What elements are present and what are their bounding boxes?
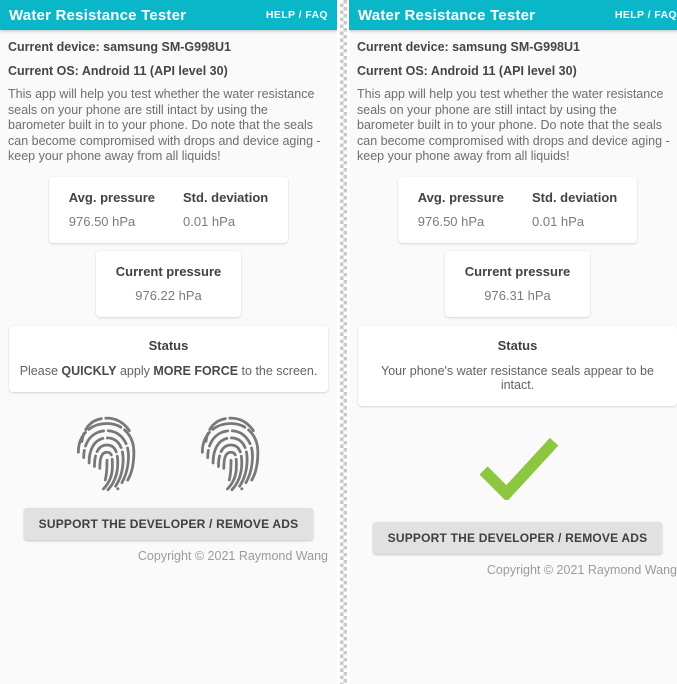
app-description: This app will help you test whether the water resistance seals on your phone are still intact by using the barometer built in to your phone. Do note that the seals can become compromised with drops and device aging - keep your phone away from all liquids! bbox=[357, 87, 670, 163]
result-indicator-area bbox=[349, 420, 677, 516]
status-title: Status bbox=[148, 337, 189, 353]
app-description: This app will help you test whether the water resistance seals on your phone are still intact by using the barometer built in to your phone. Do note that the seals can become compromised with drops and device aging - keep your phone away from all liquids! bbox=[8, 87, 321, 163]
stat-value: 976.31 hPa bbox=[484, 287, 551, 303]
app-title: Water Resistance Tester bbox=[358, 6, 536, 24]
pressure-stats-card bbox=[49, 177, 288, 243]
app-header bbox=[0, 0, 337, 30]
pressure-stats-card bbox=[398, 177, 637, 243]
stat-label: Std. deviation bbox=[532, 189, 618, 205]
stat-std-deviation bbox=[532, 190, 617, 229]
os-info-line: Current OS: Android 11 (API level 30) bbox=[357, 64, 577, 78]
stat-avg-pressure bbox=[418, 190, 504, 229]
checkmark-icon bbox=[470, 436, 566, 500]
stat-value: 976.50 hPa bbox=[68, 213, 136, 229]
copyright-text: Copyright © 2021 Raymond Wang bbox=[486, 562, 677, 577]
stat-avg-pressure bbox=[69, 190, 155, 229]
help-faq-link[interactable]: HELP / FAQ bbox=[614, 9, 677, 21]
stat-value: 0.01 hPa bbox=[532, 213, 585, 229]
stat-label: Avg. pressure bbox=[68, 189, 155, 205]
stat-label: Std. deviation bbox=[183, 189, 269, 205]
status-message: Your phone's water resistance seals appear to be intact. bbox=[381, 363, 654, 392]
app-title: Water Resistance Tester bbox=[9, 6, 187, 24]
status-card bbox=[9, 326, 328, 392]
checker-pattern bbox=[340, 0, 347, 684]
touch-indicator-area bbox=[0, 406, 337, 502]
status-title: Status bbox=[497, 337, 538, 353]
stat-std-deviation bbox=[183, 190, 268, 229]
status-card bbox=[358, 326, 677, 406]
current-pressure-card bbox=[96, 251, 241, 317]
status-message: Please QUICKLY apply MORE FORCE to the screen. bbox=[19, 363, 318, 378]
device-info-line: Current device: samsung SM-G998U1 bbox=[8, 40, 231, 54]
right-screenshot-pane bbox=[349, 0, 677, 684]
support-developer-button[interactable]: SUPPORT THE DEVELOPER / REMOVE ADS bbox=[24, 508, 314, 540]
stat-label: Current pressure bbox=[464, 263, 571, 279]
current-pressure-card bbox=[445, 251, 590, 317]
help-faq-link[interactable]: HELP / FAQ bbox=[265, 9, 328, 21]
stat-value: 0.01 hPa bbox=[183, 213, 236, 229]
copyright-text: Copyright © 2021 Raymond Wang bbox=[137, 548, 328, 563]
stat-value: 976.50 hPa bbox=[417, 213, 485, 229]
os-info-line: Current OS: Android 11 (API level 30) bbox=[8, 64, 228, 78]
device-info-line: Current device: samsung SM-G998U1 bbox=[357, 40, 580, 54]
pane-divider bbox=[337, 0, 349, 684]
stat-value: 976.22 hPa bbox=[135, 287, 202, 303]
stat-label: Avg. pressure bbox=[417, 189, 504, 205]
app-header bbox=[349, 0, 677, 30]
fingerprint-icon bbox=[195, 411, 267, 497]
stat-label: Current pressure bbox=[115, 263, 222, 279]
support-developer-button[interactable]: SUPPORT THE DEVELOPER / REMOVE ADS bbox=[373, 522, 663, 554]
fingerprint-icon bbox=[71, 411, 143, 497]
left-screenshot-pane bbox=[0, 0, 337, 684]
